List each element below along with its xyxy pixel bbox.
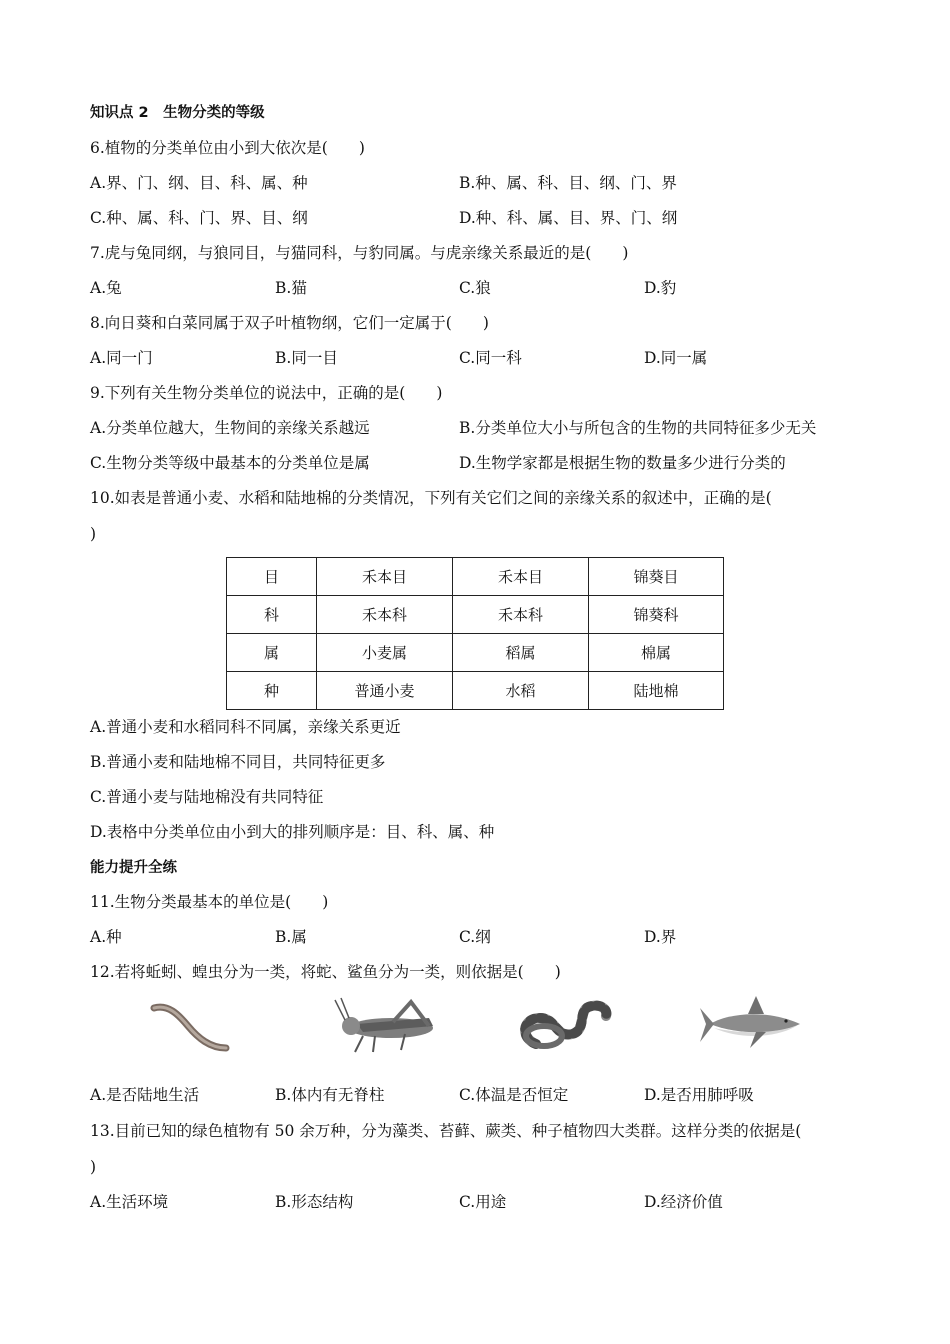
table-cell: 锦葵目 xyxy=(589,558,724,596)
question-11-stem: 11.生物分类最基本的单位是( ) xyxy=(90,893,329,911)
question-8-stem: 8.向日葵和白菜同属于双子叶植物纲，它们一定属于( ) xyxy=(90,314,489,332)
table-cell: 稻属 xyxy=(453,634,589,672)
table-cell: 属 xyxy=(227,634,317,672)
q12-option-b[interactable]: B.体内有无脊柱 xyxy=(275,1086,385,1104)
question-6-stem: 6.植物的分类单位由小到大依次是( ) xyxy=(90,139,365,157)
grasshopper-image xyxy=(333,996,443,1056)
table-cell: 水稻 xyxy=(453,672,589,710)
q6-option-c[interactable]: C.种、属、科、门、界、目、纲 xyxy=(90,209,308,227)
shark-image xyxy=(700,994,804,1056)
section-heading: 知识点 2 生物分类的等级 xyxy=(90,105,265,121)
q10-option-a[interactable]: A.普通小麦和水稻同科不同属，亲缘关系更近 xyxy=(90,718,401,736)
q9-option-c[interactable]: C.生物分类等级中最基本的分类单位是属 xyxy=(90,454,370,472)
classification-table xyxy=(226,557,724,710)
question-13-stem-end: ) xyxy=(90,1158,97,1176)
table-cell: 锦葵科 xyxy=(589,596,724,634)
question-10-stem: 10.如表是普通小麦、水稻和陆地棉的分类情况，下列有关它们之间的亲缘关系的叙述中，正确的是( xyxy=(90,489,772,507)
q12-option-d[interactable]: D.是否用肺呼吸 xyxy=(644,1086,754,1104)
earthworm-image xyxy=(148,998,232,1058)
q8-option-a[interactable]: A.同一门 xyxy=(90,349,153,367)
q9-option-a[interactable]: A.分类单位越大，生物间的亲缘关系越远 xyxy=(90,419,370,437)
question-10-stem-end: ) xyxy=(90,525,97,543)
table-cell: 小麦属 xyxy=(317,634,453,672)
q10-option-c[interactable]: C.普通小麦与陆地棉没有共同特征 xyxy=(90,788,324,806)
table-cell: 普通小麦 xyxy=(317,672,453,710)
q6-option-d[interactable]: D.种、科、属、目、界、门、纲 xyxy=(459,209,678,227)
q8-option-c[interactable]: C.同一科 xyxy=(459,349,522,367)
q9-option-d[interactable]: D.生物学家都是根据生物的数量多少进行分类的 xyxy=(459,454,786,472)
question-9-stem: 9.下列有关生物分类单位的说法中，正确的是( ) xyxy=(90,384,443,402)
q7-option-c[interactable]: C.狼 xyxy=(459,279,491,297)
q9-option-b[interactable]: B.分类单位大小与所包含的生物的共同特征多少无关 xyxy=(459,419,817,437)
table-row xyxy=(227,596,724,634)
q11-option-c[interactable]: C.纲 xyxy=(459,928,491,946)
table-row xyxy=(227,672,724,710)
q7-option-a[interactable]: A.兔 xyxy=(90,279,122,297)
table-cell: 棉属 xyxy=(589,634,724,672)
q10-option-b[interactable]: B.普通小麦和陆地棉不同目，共同特征更多 xyxy=(90,753,386,771)
table-cell: 目 xyxy=(227,558,317,596)
snake-image xyxy=(516,994,612,1056)
table-cell: 禾本目 xyxy=(317,558,453,596)
q6-option-b[interactable]: B.种、属、科、目、纲、门、界 xyxy=(459,174,677,192)
section-heading-ability: 能力提升全练 xyxy=(90,860,177,876)
question-13-stem: 13.目前已知的绿色植物有 50 余万种，分为藻类、苔藓、蕨类、种子植物四大类群。这样分类的依据是( xyxy=(90,1122,802,1140)
table-cell: 种 xyxy=(227,672,317,710)
table-cell: 禾本科 xyxy=(453,596,589,634)
q8-option-b[interactable]: B.同一目 xyxy=(275,349,338,367)
q12-option-a[interactable]: A.是否陆地生活 xyxy=(90,1086,200,1104)
table-cell: 禾本目 xyxy=(453,558,589,596)
question-7-stem: 7.虎与兔同纲，与狼同目，与猫同科，与豹同属。与虎亲缘关系最近的是( ) xyxy=(90,244,629,262)
table-row xyxy=(227,634,724,672)
table-cell: 陆地棉 xyxy=(589,672,724,710)
q11-option-a[interactable]: A.种 xyxy=(90,928,122,946)
q13-option-d[interactable]: D.经济价值 xyxy=(644,1193,723,1211)
q11-option-d[interactable]: D.界 xyxy=(644,928,677,946)
q8-option-d[interactable]: D.同一属 xyxy=(644,349,708,367)
question-12-stem: 12.若将蚯蚓、蝗虫分为一类，将蛇、鲨鱼分为一类，则依据是( ) xyxy=(90,963,561,981)
q6-option-a[interactable]: A.界、门、纲、目、科、属、种 xyxy=(90,174,308,192)
q11-option-b[interactable]: B.属 xyxy=(275,928,307,946)
q12-option-c[interactable]: C.体温是否恒定 xyxy=(459,1086,569,1104)
q13-option-c[interactable]: C.用途 xyxy=(459,1193,507,1211)
table-cell: 科 xyxy=(227,596,317,634)
q10-option-d[interactable]: D.表格中分类单位由小到大的排列顺序是：目、科、属、种 xyxy=(90,823,495,841)
q13-option-a[interactable]: A.生活环境 xyxy=(90,1193,169,1211)
q7-option-b[interactable]: B.猫 xyxy=(275,279,307,297)
table-row xyxy=(227,558,724,596)
q7-option-d[interactable]: D.豹 xyxy=(644,279,677,297)
q13-option-b[interactable]: B.形态结构 xyxy=(275,1193,354,1211)
table-cell: 禾本科 xyxy=(317,596,453,634)
